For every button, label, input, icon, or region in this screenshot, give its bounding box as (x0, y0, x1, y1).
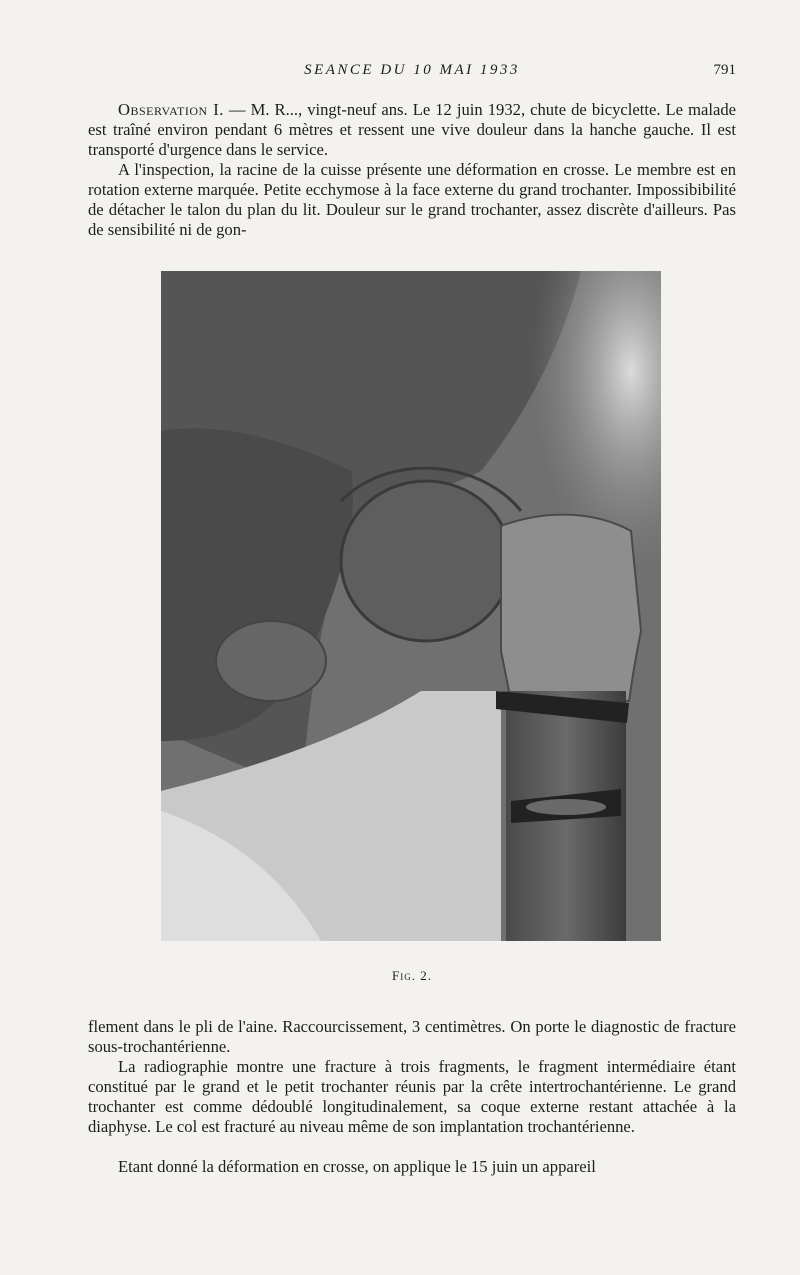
radiograph-image (161, 271, 661, 941)
radiograph-figure (161, 271, 661, 941)
header-title: SEANCE DU 10 MAI 1933 (304, 62, 520, 78)
observation-text: — M. R..., vingt-neuf ans. Le 12 juin 1932, chute de bicyclette. Le malade est traîné environ pendant 6 mètres et ressent une vive douleur dans la hanche gauche. Il est transporté d'urgence dans le service. (88, 100, 736, 159)
running-header (88, 62, 736, 84)
paragraph-diagnostic: flement dans le pli de l'aine. Raccourcissement, 3 centimètres. On porte le diagnostic de fracture sous-trochantérienne. (88, 1017, 736, 1056)
paragraph-observation (88, 100, 736, 160)
figure-caption: Fig. 2. (392, 968, 432, 983)
paragraph-radiography: La radiographie montre une fracture à trois fragments, le fragment intermédiaire étant constitué par le grand et le petit trochanter réunis par la crête intertrochantérienne. Le grand trochanter est comme dédoublé longitudinalement, sa coque externe restant attachée à la diaphyse. Le col est fracturé au niveau même de son implantation trochantérienne. (88, 1057, 736, 1136)
observation-label: Observation I. (118, 100, 224, 119)
paragraph-treatment: Etant donné la déformation en crosse, on applique le 15 juin un appareil (118, 1157, 596, 1176)
page-number: 791 (713, 62, 736, 78)
paragraph-inspection: A l'inspection, la racine de la cuisse présente une déformation en crosse. Le membre est en rotation externe marquée. Petite ecchymose à la face externe du grand trochanter. Impossibibilité de détacher le talon du plan du lit. Douleur sur le grand trochanter, assez discrète d'ailleurs. Pas de sensibilité ni de gon- (88, 160, 736, 239)
